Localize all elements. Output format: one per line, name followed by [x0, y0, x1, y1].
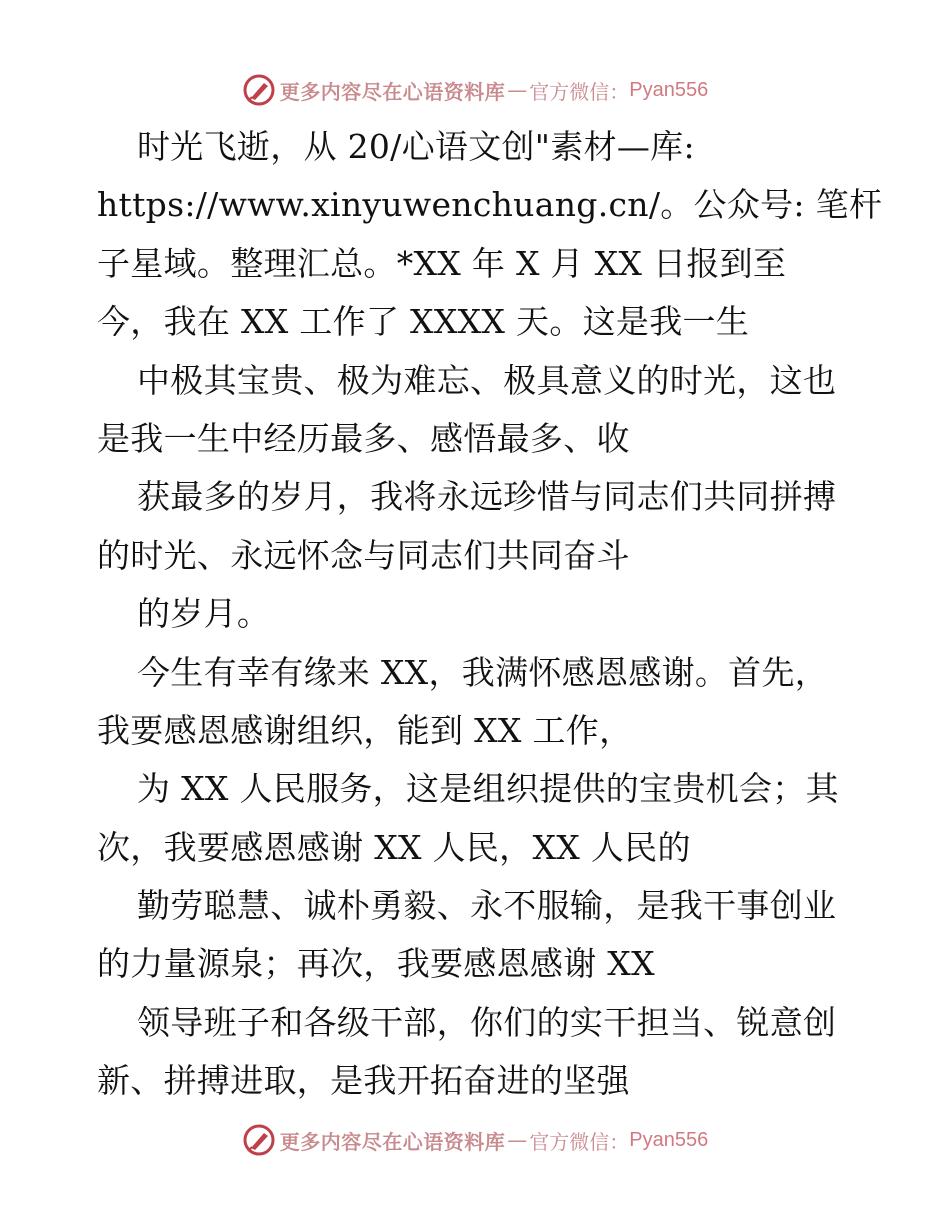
body-line: 我要感恩感谢组织，能到 XX 工作，: [97, 710, 633, 750]
body-line: 的力量源泉；再次，我要感恩感谢 XX: [97, 944, 655, 984]
footer-slogan: 更多内容尽在心语资料库: [279, 1129, 506, 1154]
body-line: 是我一生中经历最多、感悟最多、收: [97, 418, 630, 458]
body-line: 新、拼搏进取，是我开拓奋进的坚强: [97, 1061, 630, 1101]
body-line: 的岁月。: [137, 594, 271, 634]
header-watermark: [0, 70, 950, 110]
body-line: 时光飞逝，从 20/心语文创"素材—库:: [137, 127, 695, 166]
body-line: 的时光、永远怀念与同志们共同奋斗: [97, 535, 630, 575]
header-wechat-id: Pyan556: [629, 78, 709, 101]
body-line: 勤劳聪慧、诚朴勇毅、永不服输，是我干事创业: [137, 886, 837, 926]
header-dash: —: [507, 78, 528, 102]
footer-watermark: [0, 1120, 950, 1160]
footer-dash: —: [507, 1128, 528, 1152]
header-slogan: 更多内容尽在心语资料库: [279, 79, 506, 104]
footer-wechat-id: Pyan556: [629, 1128, 709, 1151]
pen-logo-icon: [242, 1123, 276, 1157]
body-line: 获最多的岁月，我将永远珍惜与同志们共同拼搏: [137, 477, 837, 517]
body-line: 今生有幸有缘来 XX，我满怀感恩感谢。首先，: [137, 652, 829, 692]
body-line: 今，我在 XX 工作了 XXXX 天。这是我一生: [97, 302, 750, 342]
pen-logo-icon: [242, 73, 276, 107]
footer-wechat-label: 官方微信：: [529, 1129, 630, 1154]
body-line: 中极其宝贵、极为难忘、极具意义的时光，这也: [137, 360, 837, 400]
body-line: 子星域。整理汇总。*XX 年 X 月 XX 日报到至: [97, 243, 787, 283]
body-line: 次，我要感恩感谢 XX 人民，XX 人民的: [97, 827, 691, 867]
header-wechat-label: 官方微信：: [529, 79, 630, 104]
body-line: 领导班子和各级干部，你们的实干担当、锐意创: [137, 1002, 837, 1042]
document-body: [97, 118, 883, 1111]
body-line: 为 XX 人民服务，这是组织提供的宝贵机会；其: [137, 769, 839, 809]
body-line: https://www.xinyuwenchuang.cn/。公众号: 笔杆: [97, 185, 883, 225]
